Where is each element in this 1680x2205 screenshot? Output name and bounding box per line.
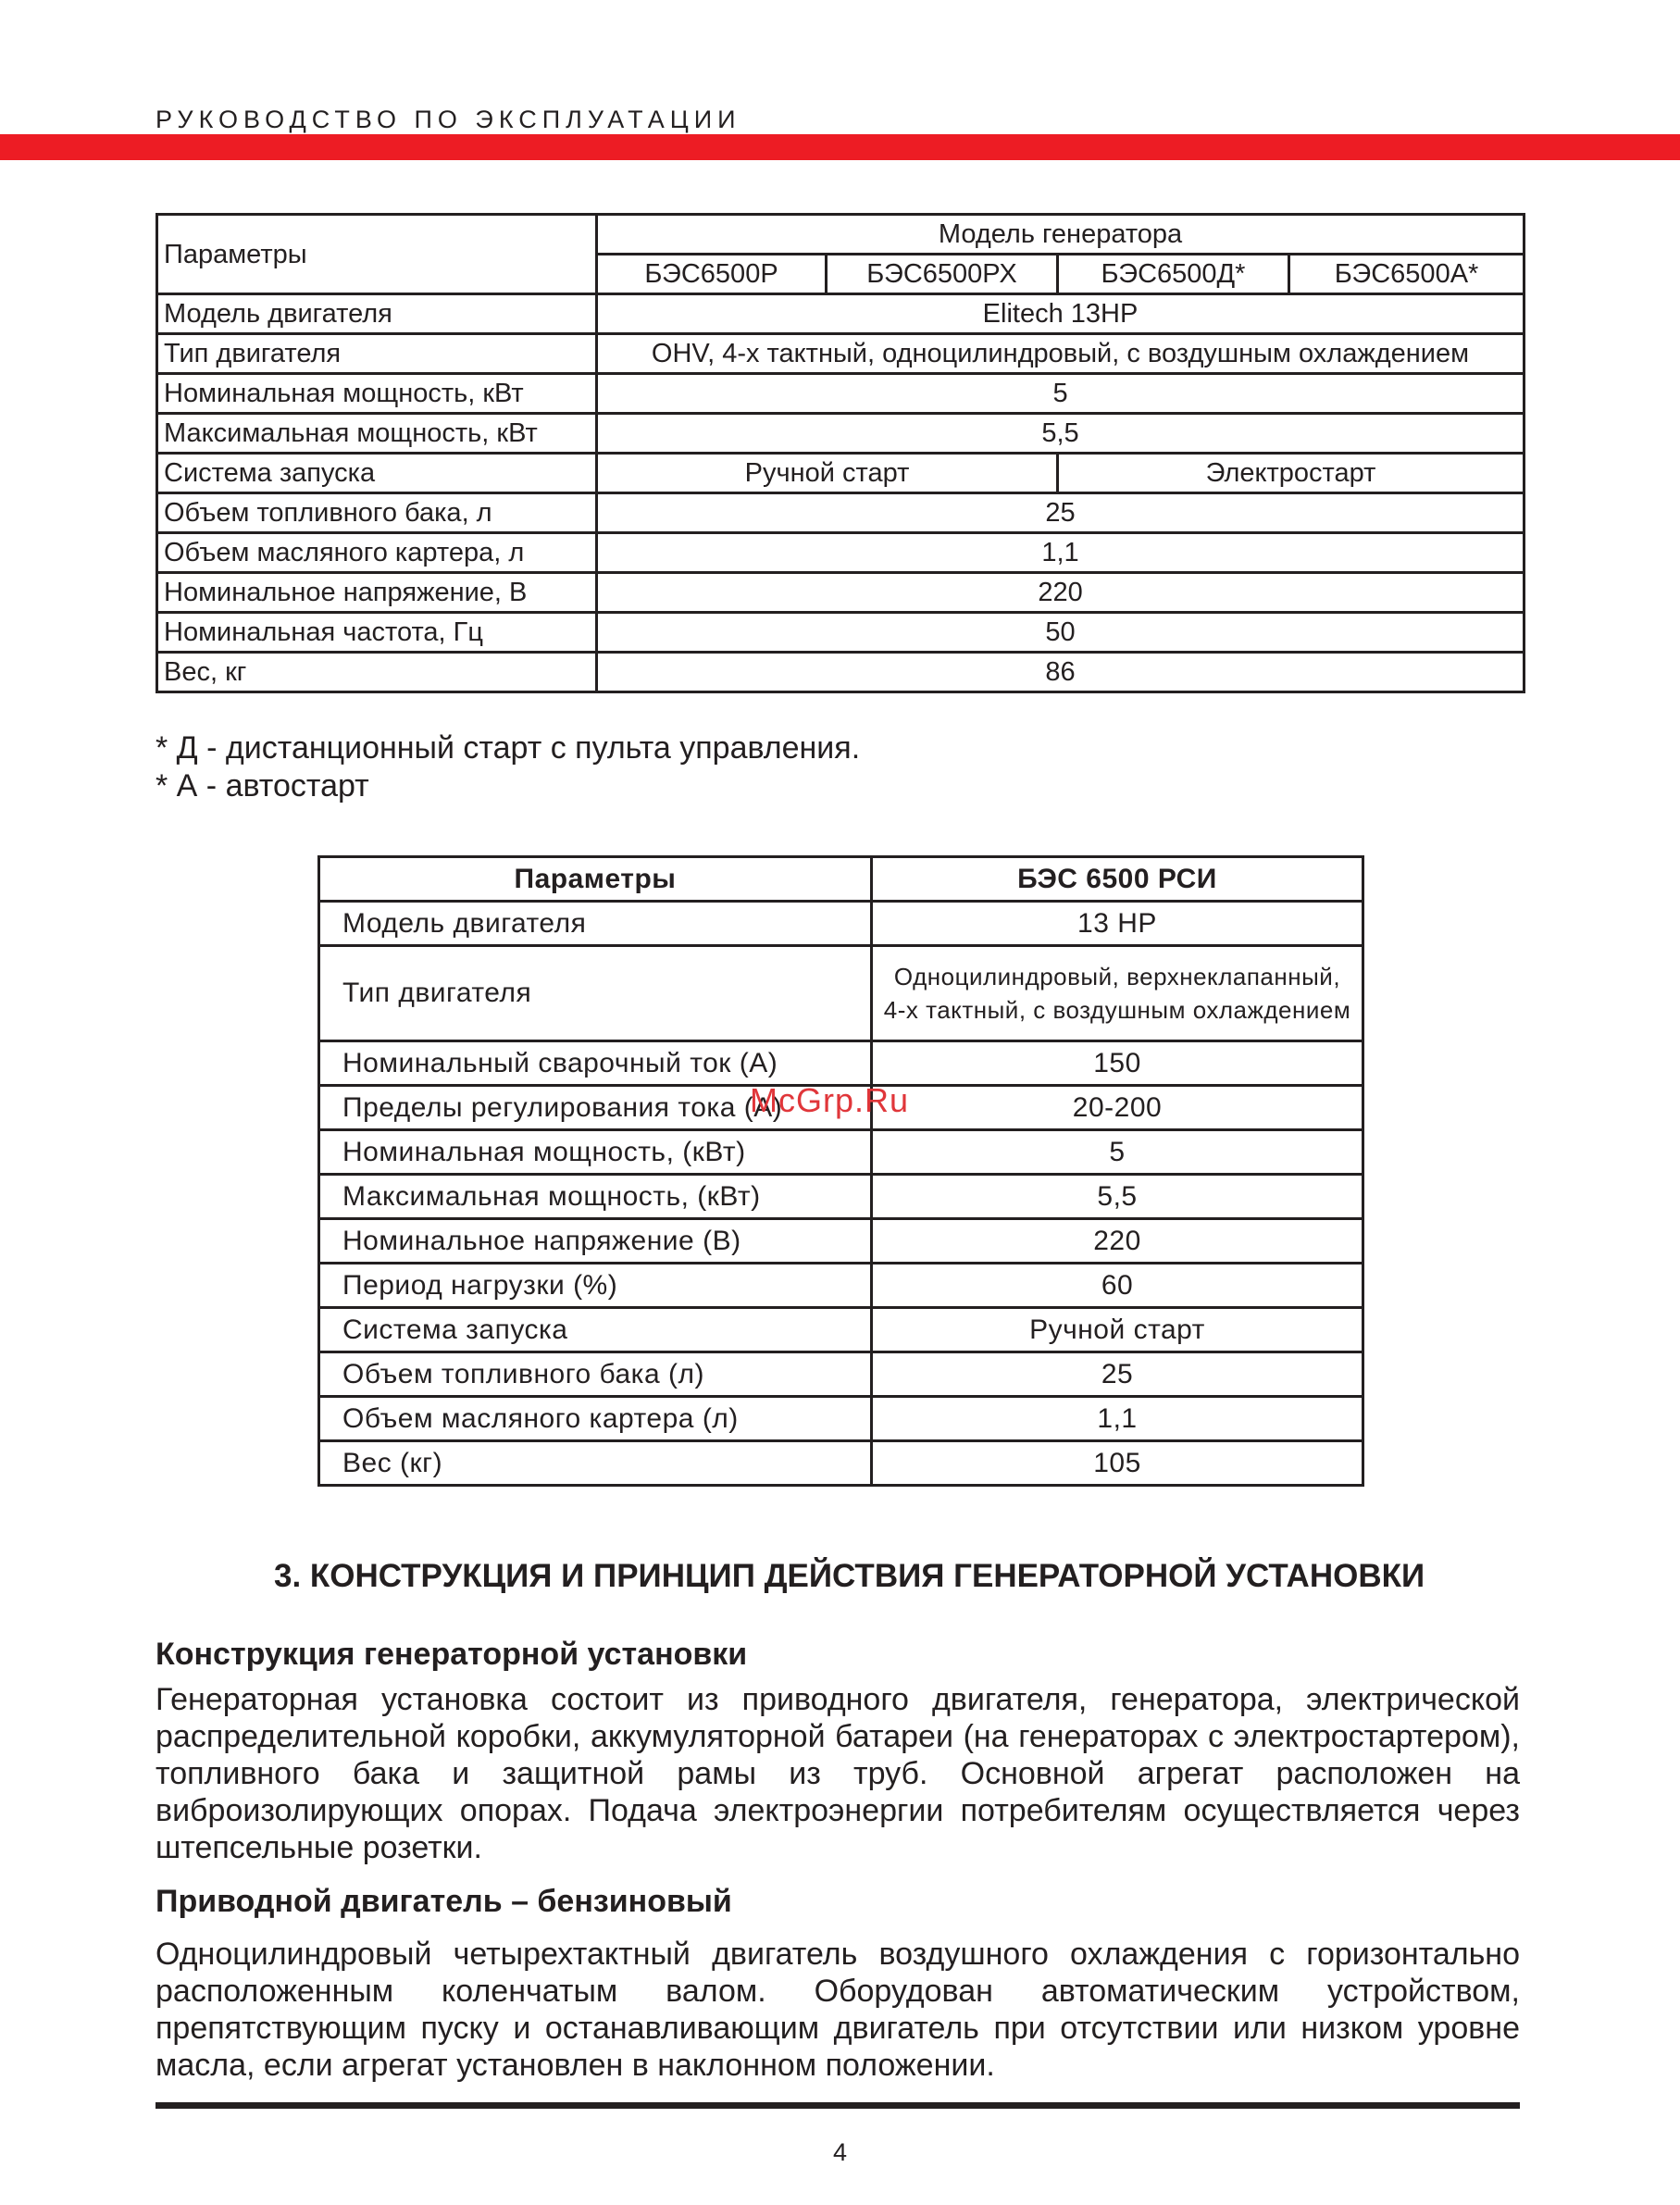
row-label: Вес (кг) xyxy=(319,1441,872,1486)
row-value: 25 xyxy=(872,1352,1363,1397)
table-row xyxy=(157,454,1524,493)
row-value: Elitech 13HP xyxy=(597,294,1524,334)
row-value: Ручной старт xyxy=(872,1308,1363,1352)
paragraph-construction: Генераторная установка состоит из приводного двигателя, генератора, электрической распределительной коробки, аккумуляторной батареи (на генераторах с электростартером), топливного бака и защитной рамы из труб. Основной агрегат расположен на виброизолирующих опорах. Подача электроэнергии потребителям осуществляется через штепсельные розетки. xyxy=(156,1682,1520,1865)
row-label: Номинальное напряжение (В) xyxy=(319,1219,872,1264)
table-row xyxy=(319,1041,1363,1086)
row-value: 20-200 xyxy=(872,1086,1363,1130)
table-row xyxy=(157,294,1524,334)
welder-specs-table xyxy=(317,855,1364,1487)
table-row xyxy=(157,613,1524,653)
row-label: Объем масляного картера (л) xyxy=(319,1397,872,1441)
row-value: 60 xyxy=(872,1264,1363,1308)
row-value: 5 xyxy=(597,374,1524,414)
row-value: 13 HP xyxy=(872,902,1363,946)
row-value: 220 xyxy=(872,1219,1363,1264)
row-label: Вес, кг xyxy=(157,653,597,692)
row-label: Система запуска xyxy=(157,454,597,493)
footnote-remote-start: * Д - дистанционный старт с пульта управления. xyxy=(156,730,861,766)
engine-type-line2: 4-х тактный, с воздушным охлаждением xyxy=(883,996,1351,1024)
row-label: Максимальная мощность, кВт xyxy=(157,414,597,454)
table-row xyxy=(319,1175,1363,1219)
row-label: Пределы регулирования тока (А) xyxy=(319,1086,872,1130)
table-row xyxy=(157,374,1524,414)
row-label: Номинальная мощность, (кВт) xyxy=(319,1130,872,1175)
row-label: Номинальный сварочный ток (А) xyxy=(319,1041,872,1086)
table-row xyxy=(157,414,1524,454)
table-row xyxy=(319,1352,1363,1397)
table-row xyxy=(319,1219,1363,1264)
subsection-title-engine: Приводной двигатель – бензиновый xyxy=(156,1884,732,1919)
row-value: OHV, 4-х тактный, одноцилиндровый, с воздушным охлаждением xyxy=(597,334,1524,374)
table-row xyxy=(319,946,1363,1041)
row-value xyxy=(872,946,1363,1041)
row-label: Система запуска xyxy=(319,1308,872,1352)
row-label: Максимальная мощность, (кВт) xyxy=(319,1175,872,1219)
table-row xyxy=(319,1264,1363,1308)
t1-param-header: Параметры xyxy=(157,215,597,294)
paragraph-engine: Одноцилиндровый четырехтактный двигатель воздушного охлаждения с горизонтально расположенным коленчатым валом. Оборудован автоматическим устройством, препятствующим пуску и останавливающим двигатель при отсутствии или низком уровне масла, если агрегат установлен в наклонном положении. xyxy=(156,1937,1520,2083)
t1-model-header: БЭС6500Р xyxy=(597,255,827,294)
row-label: Номинальная мощность, кВт xyxy=(157,374,597,414)
row-value: Электростарт xyxy=(1058,454,1524,493)
page-number: 4 xyxy=(832,2138,848,2166)
footer-rule xyxy=(156,2102,1520,2109)
engine-type-line1: Одноцилиндровый, верхнеклапанный, xyxy=(893,963,1341,990)
row-value: 1,1 xyxy=(872,1397,1363,1441)
row-value: 5,5 xyxy=(872,1175,1363,1219)
table-row xyxy=(157,334,1524,374)
footnote-autostart: * А - автостарт xyxy=(156,768,369,804)
table-row xyxy=(319,902,1363,946)
row-value: 50 xyxy=(597,613,1524,653)
table-row xyxy=(319,1130,1363,1175)
row-label: Модель двигателя xyxy=(157,294,597,334)
row-value: 105 xyxy=(872,1441,1363,1486)
t1-model-header: БЭС6500А* xyxy=(1289,255,1524,294)
table-row xyxy=(157,493,1524,533)
table-row xyxy=(319,1441,1363,1486)
section-title: 3. КОНСТРУКЦИЯ И ПРИНЦИП ДЕЙСТВИЯ ГЕНЕРАТОРНОЙ УСТАНОВКИ xyxy=(274,1558,1425,1594)
row-value: 150 xyxy=(872,1041,1363,1086)
t2-param-header: Параметры xyxy=(319,857,872,902)
row-value: 5 xyxy=(872,1130,1363,1175)
generator-specs-table xyxy=(156,213,1525,693)
row-value: 25 xyxy=(597,493,1524,533)
table-row xyxy=(157,533,1524,573)
t1-group-header: Модель генератора xyxy=(597,215,1524,255)
table-row xyxy=(157,573,1524,613)
t2-model-header: БЭС 6500 РСИ xyxy=(872,857,1363,902)
t1-model-header: БЭС6500РХ xyxy=(827,255,1058,294)
subsection-title-construction: Конструкция генераторной установки xyxy=(156,1637,748,1672)
row-label: Номинальное напряжение, В xyxy=(157,573,597,613)
row-label: Номинальная частота, Гц xyxy=(157,613,597,653)
row-value: 86 xyxy=(597,653,1524,692)
row-label: Модель двигателя xyxy=(319,902,872,946)
table-row xyxy=(319,1397,1363,1441)
row-label: Объем масляного картера, л xyxy=(157,533,597,573)
row-value: 5,5 xyxy=(597,414,1524,454)
row-label: Объем топливного бака (л) xyxy=(319,1352,872,1397)
row-value: Ручной старт xyxy=(597,454,1058,493)
row-value: 1,1 xyxy=(597,533,1524,573)
header-accent-band xyxy=(0,134,1680,160)
row-label: Объем топливного бака, л xyxy=(157,493,597,533)
t1-model-header: БЭС6500Д* xyxy=(1058,255,1289,294)
row-label: Период нагрузки (%) xyxy=(319,1264,872,1308)
table-row xyxy=(319,1308,1363,1352)
watermark: McGrp.Ru xyxy=(750,1081,910,1119)
row-value: 220 xyxy=(597,573,1524,613)
row-label: Тип двигателя xyxy=(157,334,597,374)
row-label: Тип двигателя xyxy=(319,946,872,1041)
table-row xyxy=(157,653,1524,692)
footnotes xyxy=(156,729,860,805)
running-header: РУКОВОДСТВО ПО ЭКСПЛУАТАЦИИ xyxy=(156,106,741,133)
